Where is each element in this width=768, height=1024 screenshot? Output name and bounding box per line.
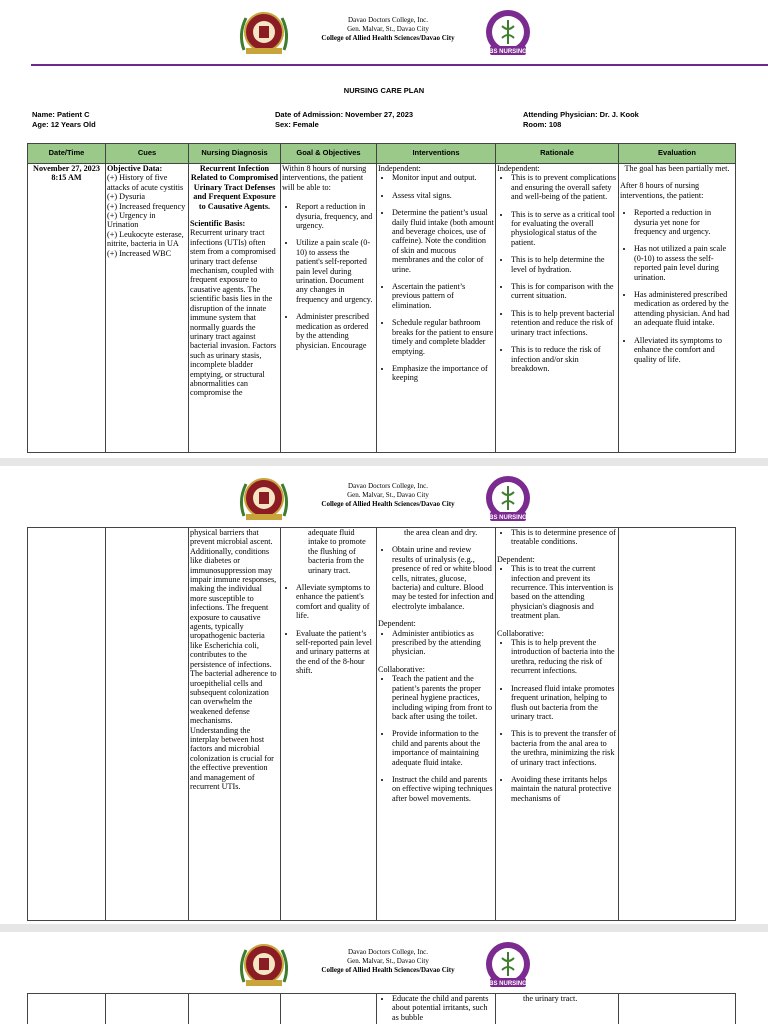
evaluation-cell <box>619 164 736 453</box>
cue-item: (+) Increased frequency <box>107 201 186 211</box>
interventions-cell <box>377 528 496 921</box>
rationale-item: • Increased fluid intake promotes frequent urination, helping to flush out bacteria from the urinary tract. <box>511 684 617 722</box>
college-seal-logo <box>236 940 292 990</box>
bs-nursing-logo <box>480 8 536 58</box>
bs-nursing-logo <box>480 940 536 990</box>
col-header-evaluation: Evaluation <box>619 144 736 164</box>
bs-nursing-logo-text: BS NURSING <box>489 981 527 987</box>
dependent-label: Dependent: <box>497 554 535 564</box>
entry-time: 8:15 AM <box>51 173 82 183</box>
dependent-label: Dependent: <box>378 619 416 629</box>
college-header <box>0 474 768 526</box>
college-address: Gen. Malvar, St., Davao City <box>347 25 429 33</box>
patient-info-left <box>32 110 96 130</box>
goal-item: • Alleviate symptoms to enhance the patient's comfort and quality of life. <box>296 583 375 621</box>
room-number: Room: 108 <box>523 120 562 129</box>
college-seal-logo <box>236 8 292 58</box>
table-row <box>28 528 736 921</box>
care-plan-table-continued <box>27 993 736 1024</box>
diagnosis-cell <box>189 994 281 1024</box>
rationale-item: • This is to determine presence of treatable conditions. <box>511 528 617 547</box>
rationale-item-continued: the urinary tract. <box>523 994 578 1003</box>
table-row <box>28 164 736 453</box>
evaluation-item: • Reported a reduction in dysuria yet none for frequency and urgency. <box>634 208 734 236</box>
evaluation-cell <box>619 994 736 1024</box>
rationale-item: • This is to prevent complications and ensuring the overall safety and well-being of the patient. <box>511 173 617 201</box>
intervention-item: • Assess vital signs. <box>392 191 494 200</box>
page-2 <box>0 466 768 924</box>
date-time-cell <box>28 528 106 921</box>
rationale-item: • This is to prevent the transfer of bacteria from the anal area to the urethra, minimizing the risk of urinary tract infections. <box>511 729 617 767</box>
rationale-item: • This is to help prevent the introduction of bacteria into the urethra, reducing the risk of recurrent infections. <box>511 638 617 676</box>
diagnosis-title: Recurrent Infection Related to Compromised Urinary Tract Defenses and Frequent Exposure to Causative Agents. <box>190 164 279 211</box>
rationale-item: • Avoiding these irritants helps maintain the natural protective mechanisms of <box>511 775 617 803</box>
goal-item: • Evaluate the patient’s self-reported pain level and urinary patterns at the end of the 8-hour shift. <box>296 629 375 676</box>
entry-date: November 27, 2023 <box>33 164 100 173</box>
col-header-date: Date/Time <box>28 144 106 164</box>
intervention-item: • Ascertain the patient’s previous pattern of elimination. <box>392 282 494 310</box>
interventions-cell <box>377 164 496 453</box>
intervention-item: • Emphasize the importance of keeping <box>392 364 494 383</box>
diagnosis-cell <box>189 164 281 453</box>
intervention-item: • Monitor input and output. <box>392 173 494 182</box>
evaluation-item: • Has not utilized a pain scale (0-10) to assess the self-reported pain level during urination. <box>634 244 734 282</box>
patient-age: Age: 12 Years Old <box>32 120 96 129</box>
college-seal-logo <box>236 474 292 524</box>
cues-cell <box>106 164 189 453</box>
intervention-item: • Schedule regular bathroom breaks for the patient to ensure timely and complete bladder emptying. <box>392 318 494 356</box>
independent-label: Independent: <box>378 164 421 173</box>
goal-item: • Utilize a pain scale (0-10) to assess the patient's self-reported pain level during urination. Document any changes in frequency and urgency. <box>296 238 375 304</box>
evaluation-status: The goal has been partially met. <box>624 164 730 173</box>
goals-cell <box>281 164 377 453</box>
cue-item: (+) Dysuria <box>107 192 146 202</box>
table-row <box>28 994 736 1024</box>
collaborative-label: Collaborative: <box>378 664 425 674</box>
col-header-diagnosis: Nursing Diagnosis <box>189 144 281 164</box>
college-name: Davao Doctors College, Inc. <box>348 16 428 24</box>
evaluation-item: • Alleviated its symptoms to enhance the comfort and quality of life. <box>634 336 734 364</box>
college-department: College of Allied Health Sciences/Davao City <box>321 500 455 508</box>
patient-name: Name: Patient C <box>32 110 90 119</box>
goal-item-continued: adequate fluid intake to promote the flushing of bacteria from the urinary tract. <box>308 528 366 575</box>
college-department: College of Allied Health Sciences/Davao City <box>321 966 455 974</box>
evaluation-intro: After 8 hours of nursing interventions, the patient: <box>620 181 704 200</box>
cue-item: (+) Leukocyte esterase, nitrite, bacteria in UA <box>107 229 184 249</box>
cue-item: (+) History of five attacks of acute cystitis <box>107 173 184 192</box>
care-plan-table-continued <box>27 527 736 921</box>
intervention-item: • Teach the patient and the patient’s parents the proper perineal hygiene practices, including wiping from front to back after using the toilet. <box>392 674 494 721</box>
patient-sex: Sex: Female <box>275 120 319 129</box>
evaluation-cell <box>619 528 736 921</box>
intervention-item: • Educate the child and parents about potential irritants, such as bubble <box>392 994 494 1022</box>
col-header-interventions: Interventions <box>377 144 496 164</box>
page-3 <box>0 932 768 1024</box>
attending-physician: Attending Physician: Dr. J. Kook <box>523 110 639 119</box>
rationale-item: • This is to serve as a critical tool for evaluating the overall physiological status of the patient. <box>511 210 617 248</box>
intervention-item: • Provide information to the child and parents about the importance of maintaining adequate fluid intake. <box>392 729 494 767</box>
goal-item: • Administer prescribed medication as ordered by the attending physician. Encourage <box>296 312 375 350</box>
rationale-item: • This is for comparison with the current situation. <box>511 282 617 301</box>
admission-date: Date of Admission: November 27, 2023 <box>275 110 414 119</box>
rationale-cell <box>496 994 619 1024</box>
col-header-rationale: Rationale <box>496 144 619 164</box>
page-1 <box>0 0 768 458</box>
rationale-item: • This is to treat the current infection and prevent its recurrence. This intervention is based on the attending physician's diagnosis and treatment plan. <box>511 564 617 620</box>
goals-cell <box>281 994 377 1024</box>
document-title: NURSING CARE PLAN <box>343 86 425 95</box>
bs-nursing-logo <box>480 474 536 524</box>
table-header-row <box>28 144 736 164</box>
college-name: Davao Doctors College, Inc. <box>348 948 428 956</box>
goals-cell <box>281 528 377 921</box>
college-header <box>0 940 768 992</box>
cues-cell <box>106 994 189 1024</box>
college-name: Davao Doctors College, Inc. <box>348 482 428 490</box>
scientific-basis-text: physical barriers that prevent microbial ascent. Additionally, conditions like diabetes or immunosuppression may impair immune responses, making the individual more susceptible to infections. The frequent exposure to causative agents, typically uropathogenic bacteria like Escherichia coli, contributes to the persistence of infections. The bacterial adherence to uroepithelial cells and subsequent colonization can overwhelm the weakened defense mechanisms. Understanding the interplay between host factors and microbial colonization is crucial for the effective prevention and management of recurrent UTIs. <box>190 528 277 791</box>
rationale-item: • This is to help prevent bacterial retention and reduce the risk of urinary tract infections. <box>511 309 617 337</box>
date-time-cell <box>28 164 106 453</box>
collaborative-label: Collaborative: <box>497 628 544 638</box>
patient-info-middle <box>275 110 413 130</box>
intervention-item-continued: the area clean and dry. <box>404 528 478 537</box>
bs-nursing-logo-text: BS NURSING <box>489 49 527 55</box>
rationale-item: • This is to reduce the risk of infection and/or skin breakdown. <box>511 345 617 373</box>
evaluation-item: • Has administered prescribed medication as ordered by the attending physician. And had an adequate fluid intake. <box>634 290 734 328</box>
independent-label: Independent: <box>497 164 540 173</box>
goal-item: • Report a reduction in dysuria, frequency, and urgency. <box>296 202 375 230</box>
interventions-cell <box>377 994 496 1024</box>
date-time-cell <box>28 994 106 1024</box>
college-header <box>0 8 768 60</box>
bs-nursing-logo-text: BS NURSING <box>489 515 527 521</box>
rationale-cell <box>496 164 619 453</box>
col-header-cues: Cues <box>106 144 189 164</box>
header-divider <box>31 64 768 66</box>
care-plan-table <box>27 143 736 453</box>
cues-cell <box>106 528 189 921</box>
objective-data-heading: Objective Data: <box>107 164 163 173</box>
scientific-basis-text: Recurrent urinary tract infections (UTIs) often stem from a compromised urinary tract defense mechanism, coupled with frequent exposure to causative agents. The scientific basis lies in the disruption of the innate immune system that normally guards the urinary tract against bacterial invasion. Factors such as urinary stasis, incomplete bladder emptying, or structural abnormalities can compromise the <box>190 228 277 398</box>
diagnosis-cell <box>189 528 281 921</box>
intervention-item: • Determine the patient’s usual daily fluid intake (both amount and beverage choices, use of caffeine). Note the condition of skin and mucous membranes and the color of urine. <box>392 208 494 274</box>
goal-intro: Within 8 hours of nursing interventions, the patient will be able to: <box>282 164 367 192</box>
rationale-cell <box>496 528 619 921</box>
patient-info-right <box>523 110 639 130</box>
college-department: College of Allied Health Sciences/Davao City <box>321 34 455 42</box>
scientific-basis-label: Scientific Basis: <box>190 219 246 229</box>
intervention-item: • Instruct the child and parents on effective wiping techniques after bowel movements. <box>392 775 494 803</box>
college-address: Gen. Malvar, St., Davao City <box>347 957 429 965</box>
intervention-item: • Obtain urine and review results of urinalysis (e.g., presence of red or white blood cells, nitrates, glucose, bacteria) and culture. Blood may be tested for infection and electrolyte imbalance. <box>392 545 494 611</box>
college-address: Gen. Malvar, St., Davao City <box>347 491 429 499</box>
cue-item: (+) Increased WBC <box>107 248 172 258</box>
cue-item: (+) Urgency in Urination <box>107 211 156 230</box>
intervention-item: • Administer antibiotics as prescribed by the attending physician. <box>392 629 494 657</box>
col-header-goals: Goal & Objectives <box>281 144 377 164</box>
rationale-item: • This is to help determine the level of hydration. <box>511 255 617 274</box>
